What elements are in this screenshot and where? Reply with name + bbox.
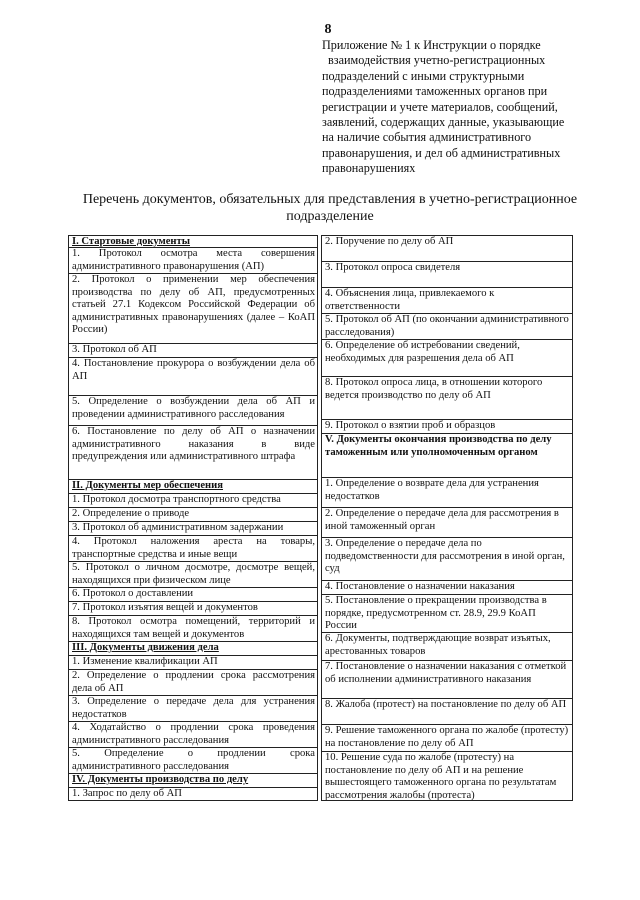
appendix-line: подразделений с иными структурными [322, 68, 525, 83]
document-item: 2. Протокол о применении мер обеспечения производства по делу об АП, предусмотренных статьей 27.1 Кодексом Российской Федерации об административных правонарушениях (далее – КоАП России) [69, 273, 317, 343]
document-item: 8. Протокол опроса лица, в отношении которого ведется производство по делу об АП [322, 376, 572, 419]
appendix-line: заявлений, содержащих данные, указывающие [322, 115, 565, 130]
page-number: 8 [324, 22, 332, 37]
document-item: 2. Определение о продлении срока рассмотрения дела об АП [69, 669, 317, 695]
document-item: 10. Решение суда по жалобе (протесту) на постановление по делу об АП и на решение вышестоящего таможенного органа по результатам рассмотрения жалобы (протеста) [322, 751, 572, 800]
document-item: 8. Протокол осмотра помещений, территорий и находящихся там вещей и документов [69, 615, 317, 641]
document-item: 1. Изменение квалификации АП [69, 655, 317, 669]
document-item: 7. Постановление о назначении наказания с отметкой об исполнении административного наказания [322, 660, 572, 698]
right-column [321, 235, 573, 801]
document-item: 4. Постановление прокурора о возбуждении дела об АП [69, 357, 317, 395]
document-item: 6. Постановление по делу об АП о назначении административного наказания в виде предупреждения или административного штрафа [69, 425, 317, 479]
left-column [68, 235, 318, 801]
document-item: 3. Протокол об административном задержании [69, 521, 317, 535]
document-item: 5. Определение о продлении срока административного расследования [69, 747, 317, 773]
document-item: 3. Определение о передаче дела для устранения недостатков [69, 695, 317, 721]
document-item: 5. Протокол об АП (по окончании административного расследования) [322, 313, 572, 339]
document-item: 1. Запрос по делу об АП [69, 787, 317, 800]
document-item: 2. Определение о передаче дела для рассмотрения в иной таможенный орган [322, 507, 572, 537]
appendix-line: регистрации и учете материалов, сообщений, [322, 99, 558, 114]
appendix-line: правонарушения, и дел об административных [322, 145, 561, 160]
document-item: 3. Протокол об АП [69, 343, 317, 357]
document-item: 5. Протокол о личном досмотре, досмотре вещей, находящихся при физическом лице [69, 561, 317, 587]
section-heading: I. Стартовые документы [69, 235, 317, 247]
document-item: 8. Жалоба (протест) на постановление по делу об АП [322, 698, 572, 724]
section-heading: II. Документы мер обеспечения [69, 479, 317, 493]
document-item: 4. Протокол наложения ареста на товары, транспортные средства и иные вещи [69, 535, 317, 561]
document-item: 4. Постановление о назначении наказания [322, 580, 572, 594]
document-item: 5. Определение о возбуждении дела об АП и проведении административного расследования [69, 395, 317, 425]
document-title [60, 191, 600, 225]
document-item: 3. Определение о передаче дела по подведомственности для рассмотрения в иной орган, суд [322, 537, 572, 580]
document-title-line: подразделение [286, 209, 374, 224]
appendix-line: подразделениями таможенных органов при [322, 84, 548, 99]
document-item: 1. Определение о возврате дела для устранения недостатков [322, 477, 572, 507]
appendix-line: правонарушениях [322, 161, 416, 176]
document-item: 3. Протокол опроса свидетеля [322, 261, 572, 287]
document-item: 6. Определение об истребовании сведений, необходимых для разрешения дела об АП [322, 339, 572, 376]
document-item: 7. Протокол изъятия вещей и документов [69, 601, 317, 615]
document-item: 9. Протокол о взятии проб и образцов [322, 419, 572, 433]
document-item: 9. Решение таможенного органа по жалобе (протесту) на постановление по делу об АП [322, 724, 572, 751]
section-heading: V. Документы окончания производства по делу таможенным или уполномоченным органом [322, 433, 572, 477]
document-item: 4. Ходатайство о продлении срока проведения административного расследования [69, 721, 317, 747]
document-title-line: Перечень документов, обязательных для представления в учетно-регистрационное [82, 192, 578, 207]
document-item: 6. Протокол о доставлении [69, 587, 317, 601]
appendix-line: на наличие события административного [322, 130, 532, 145]
document-item: 1. Протокол досмотра транспортного средства [69, 493, 317, 507]
appendix-line: взаимодействия учетно-регистрационных [328, 53, 546, 68]
document-item: 2. Поручение по делу об АП [322, 235, 572, 261]
document-item: 2. Определение о приводе [69, 507, 317, 521]
document-item: 5. Постановление о прекращении производства в порядке, предусмотренном ст. 28.9, 29.9 КоАП России [322, 594, 572, 632]
section-heading: IV. Документы производства по делу [69, 773, 317, 787]
section-heading: III. Документы движения дела [69, 641, 317, 655]
appendix-header [322, 38, 582, 177]
appendix-line: Приложение № 1 к Инструкции о порядке [322, 38, 541, 52]
document-item: 1. Протокол осмотра места совершения административного правонарушения (АП) [69, 247, 317, 273]
document-item: 4. Объяснения лица, привлекаемого к ответственности [322, 287, 572, 313]
document-item: 6. Документы, подтверждающие возврат изъятых, арестованных товаров [322, 632, 572, 660]
